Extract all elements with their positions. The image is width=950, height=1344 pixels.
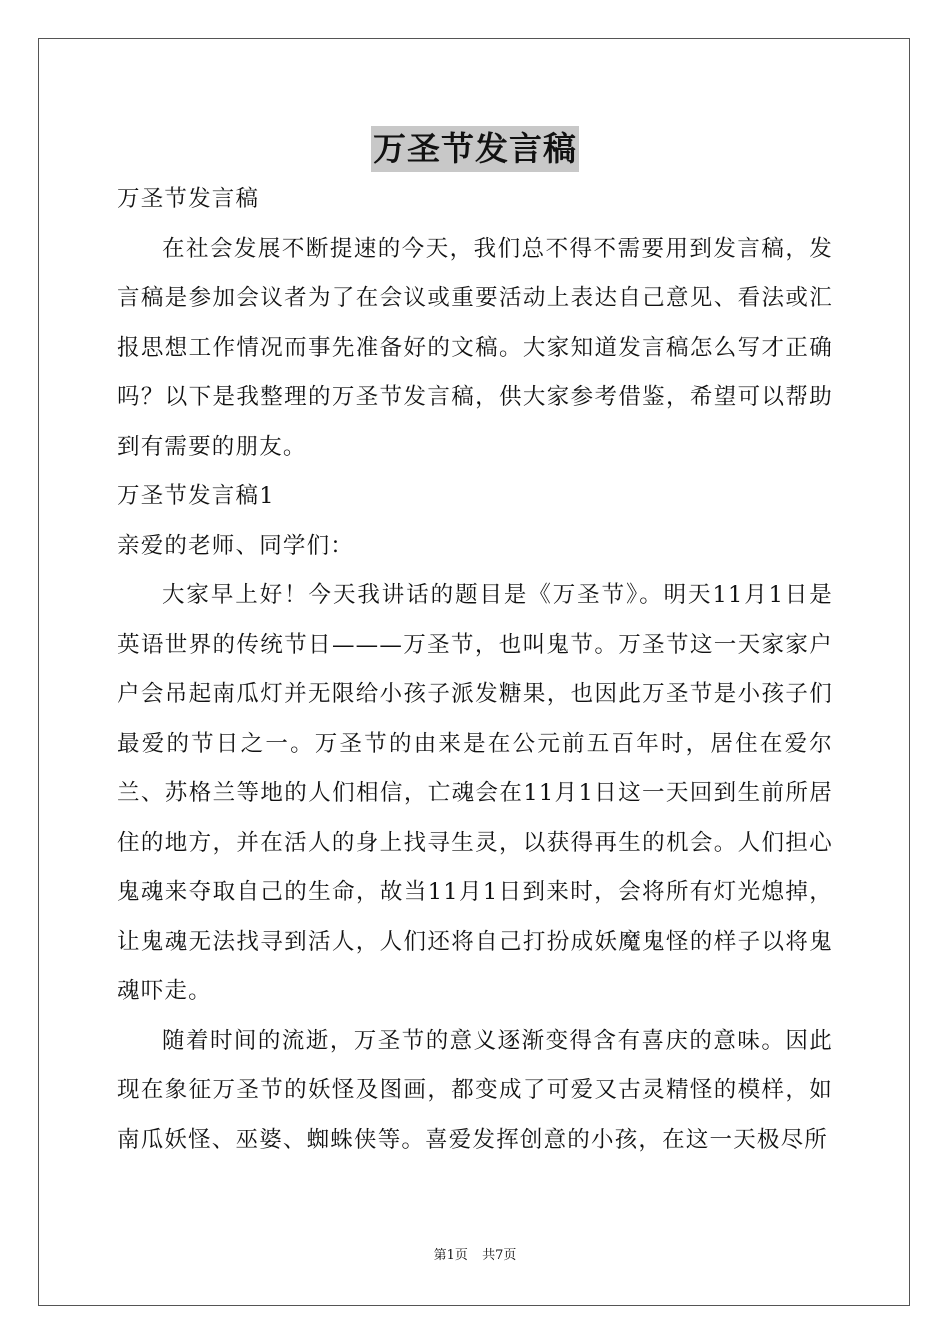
paragraph-salutation: 亲爱的老师、同学们： (117, 532, 355, 559)
page-total: 共7页 (482, 1248, 517, 1263)
paragraph-section-heading: 万圣节发言稿1 (117, 483, 275, 509)
title-container (0, 126, 950, 172)
page-number: 第1页 (433, 1248, 468, 1263)
document-body (117, 175, 833, 1165)
page-footer (0, 1247, 950, 1265)
paragraph-body-1: 大家早上好！今天我讲话的题目是《万圣节》。明天11月1日是英语世界的传统节日———万圣节，也叫鬼节。万圣节这一天家家户户会吊起南瓜灯并无限给小孩子派发糖果，也因此万圣节是小孩子们最爱的节日之一。万圣节的由来是在公元前五百年时，居住在爱尔兰、苏格兰等地的人们相信，亡魂会在11月1日这一天回到生前所居住的地方，并在活人的身上找寻生灵，以获得再生的机会。人们担心鬼魂来夺取自己的生命，故当11月1日到来时，会将所有灯光熄掉，让鬼魂无法找寻到活人，人们还将自己打扮成妖魔鬼怪的样子以将鬼魂吓走。 (117, 582, 833, 1004)
document-title: 万圣节发言稿 (371, 126, 579, 172)
paragraph-body-2: 随着时间的流逝，万圣节的意义逐渐变得含有喜庆的意味。因此现在象征万圣节的妖怪及图画，都变成了可爱又古灵精怪的模样，如南瓜妖怪、巫婆、蜘蛛侠等。喜爱发挥创意的小孩，在这一天极尽所 (117, 1027, 833, 1153)
paragraph-intro: 在社会发展不断提速的今天，我们总不得不需要用到发言稿，发言稿是参加会议者为了在会议或重要活动上表达自己意见、看法或汇报思想工作情况而事先准备好的文稿。大家知道发言稿怎么写才正确吗？以下是我整理的万圣节发言稿，供大家参考借鉴，希望可以帮助到有需要的朋友。 (117, 235, 833, 460)
paragraph-subtitle: 万圣节发言稿 (117, 186, 260, 212)
